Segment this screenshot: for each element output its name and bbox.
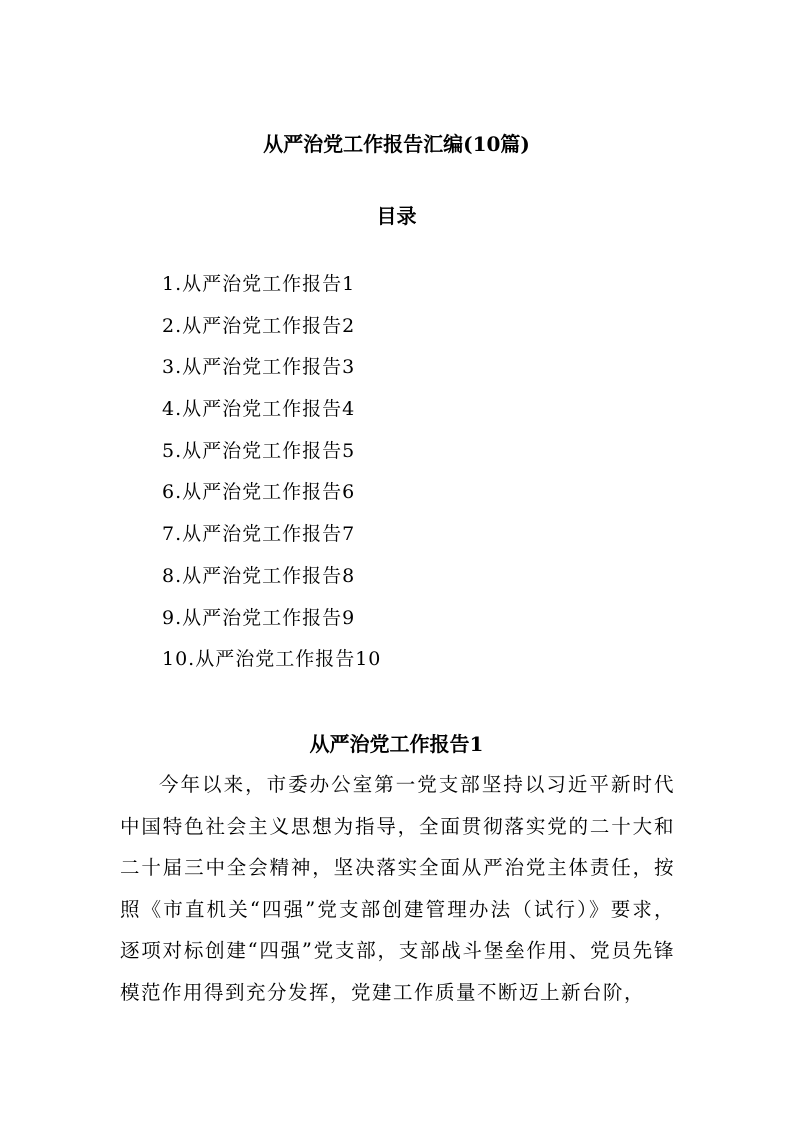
toc-item-3[interactable]: 3.从严治党工作报告3 (162, 356, 356, 379)
toc-item-1[interactable]: 1.从严治党工作报告1 (162, 273, 356, 295)
toc-item-9[interactable]: 9.从严治党工作报告9 (162, 606, 356, 629)
document-title: 从严治党工作报告汇编(10篇) (263, 132, 530, 156)
toc-item-5[interactable]: 5.从严治党工作报告5 (162, 439, 356, 462)
section-title: 从严治党工作报告1 (309, 732, 484, 756)
table-of-contents (162, 268, 381, 685)
toc-item-4[interactable]: 4.从严治党工作报告4 (162, 398, 356, 421)
toc-item-2[interactable]: 2.从严治党工作报告2 (162, 314, 356, 337)
toc-item-6[interactable]: 6.从严治党工作报告6 (162, 481, 356, 504)
toc-item-10[interactable]: 10.从严治党工作报告10 (162, 648, 382, 671)
toc-heading: 目录 (376, 204, 417, 228)
toc-item-8[interactable]: 8.从严治党工作报告8 (162, 564, 356, 587)
toc-item-7[interactable]: 7.从严治党工作报告7 (162, 523, 356, 546)
body-paragraph: 今年以来，市委办公室第一党支部坚持以习近平新时代中国特色社会主义思想为指导，全面贯彻落实党的二十大和二十届三中全会精神，坚决落实全面从严治党主体责任，按照《市直机关“四强”党支部创建管理办法（试行）》要求，逐项对标创建“四强”党支部，支部战斗堡垒作用、党员先锋模范作用得到充分发挥，党建工作质量不断迈上新台阶， (120, 773, 675, 1004)
